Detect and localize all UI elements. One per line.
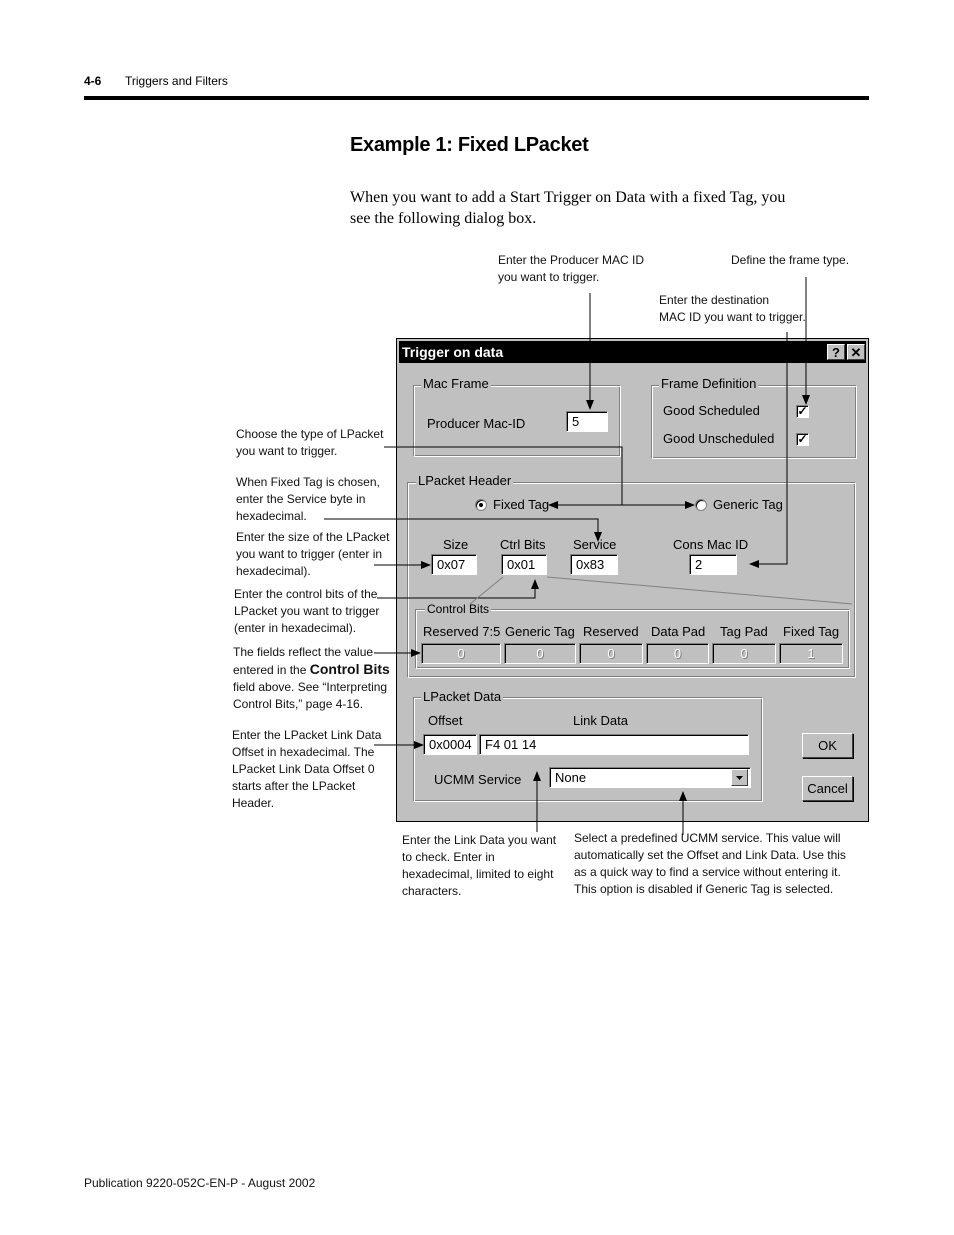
size-field[interactable]: 0x07 bbox=[431, 554, 477, 575]
cb-value-data-pad: 0 bbox=[646, 643, 709, 664]
section-title: Triggers and Filters bbox=[125, 74, 228, 88]
footer-publication: Publication 9220-052C-EN-P - August 2002 bbox=[84, 1176, 316, 1190]
cons-mac-id-label: Cons Mac ID bbox=[673, 537, 749, 552]
page-title: Example 1: Fixed LPacket bbox=[350, 134, 589, 156]
cb-col-generic-tag: Generic Tag bbox=[505, 624, 575, 639]
control-bits-label: Control Bits bbox=[427, 602, 490, 616]
callout-frame-type: Define the frame type. bbox=[731, 253, 850, 267]
callout-link-data: Enter the Link Data you want to check. Enter in hexadecimal, limited to eight characters. bbox=[402, 833, 557, 898]
fixed-tag-label: Fixed Tag bbox=[493, 497, 550, 512]
callout-producer-mac: Enter the Producer MAC ID you want to trigger. bbox=[498, 253, 645, 284]
cb-col-reserved: Reserved bbox=[583, 624, 639, 639]
lpacket-data-label: LPacket Data bbox=[423, 689, 502, 704]
callout-fields-reflect: The fields reflect the value entered in the Control Bits field above. See “Interpreting Control Bits,” page 4-16. bbox=[233, 645, 390, 711]
intro-line-2: see the following dialog box. bbox=[350, 210, 537, 227]
cb-value-fixed-tag: 1 bbox=[779, 643, 843, 664]
cancel-button[interactable]: Cancel bbox=[802, 776, 853, 801]
cb-value-generic-tag: 0 bbox=[504, 643, 576, 664]
callout-ucmm: Select a predefined UCMM service. This value will automatically set the Offset and Link Data. Use this as a quick way to find a service without entering it. This option is disabled if Generic Tag is selected. bbox=[574, 831, 846, 896]
callout-size: Enter the size of the LPacket you want to trigger (enter in hexadecimal). bbox=[236, 530, 390, 578]
link-data-field[interactable]: F4 01 14 bbox=[479, 734, 749, 755]
mac-frame-label: Mac Frame bbox=[423, 376, 489, 391]
cb-value-reserved: 0 bbox=[579, 643, 643, 664]
ok-button[interactable]: OK bbox=[802, 733, 853, 758]
cb-col-tag-pad: Tag Pad bbox=[720, 624, 768, 639]
callout-service-byte: When Fixed Tag is chosen, enter the Service byte in hexadecimal. bbox=[236, 475, 380, 523]
offset-label: Offset bbox=[428, 713, 463, 728]
offset-field[interactable]: 0x0004 bbox=[423, 734, 477, 755]
producer-mac-id-field[interactable]: 5 bbox=[566, 411, 608, 432]
service-field[interactable]: 0x83 bbox=[570, 554, 618, 575]
good-scheduled-label: Good Scheduled bbox=[663, 403, 760, 418]
check-icon: ✓ bbox=[797, 404, 808, 418]
cb-value-reserved-7-5: 0 bbox=[421, 643, 501, 664]
lpacket-header-label: LPacket Header bbox=[418, 473, 512, 488]
ucmm-service-value: None bbox=[555, 770, 587, 785]
link-data-label: Link Data bbox=[573, 713, 628, 728]
close-icon: ✕ bbox=[850, 345, 862, 360]
cb-col-data-pad: Data Pad bbox=[651, 624, 706, 639]
service-label: Service bbox=[573, 537, 617, 552]
callout-dest-mac: Enter the destination MAC ID you want to trigger. bbox=[659, 293, 806, 324]
check-icon: ✓ bbox=[797, 432, 808, 446]
cb-col-reserved-7-5: Reserved 7:5 bbox=[423, 624, 501, 639]
ctrl-bits-field[interactable]: 0x01 bbox=[501, 554, 547, 575]
producer-mac-id-label: Producer Mac-ID bbox=[427, 416, 526, 431]
ucmm-service-label: UCMM Service bbox=[434, 772, 522, 787]
page-number: 4-6 bbox=[84, 74, 102, 88]
size-label: Size bbox=[443, 537, 469, 552]
callout-offset: Enter the LPacket Link Data Offset in hexadecimal. The LPacket Link Data Offset 0 starts after the LPacket Header. bbox=[232, 728, 382, 810]
intro-line-1: When you want to add a Start Trigger on Data with a fixed Tag, you bbox=[350, 189, 786, 206]
dialog-title: Trigger on data bbox=[402, 344, 504, 360]
cb-col-fixed-tag: Fixed Tag bbox=[783, 624, 840, 639]
cons-mac-id-field[interactable]: 2 bbox=[689, 554, 737, 575]
cb-value-tag-pad: 0 bbox=[712, 643, 776, 664]
callout-control-bits: Enter the control bits of the LPacket you want to trigger (enter in hexadecimal). bbox=[234, 587, 380, 635]
help-button[interactable]: ? bbox=[827, 344, 845, 360]
good-unscheduled-label: Good Unscheduled bbox=[663, 431, 775, 446]
ctrl-bits-label: Ctrl Bits bbox=[500, 537, 546, 552]
frame-definition-label: Frame Definition bbox=[661, 376, 757, 391]
callout-lpacket-type: Choose the type of LPacket you want to trigger. bbox=[236, 427, 384, 458]
generic-tag-label: Generic Tag bbox=[713, 497, 783, 512]
